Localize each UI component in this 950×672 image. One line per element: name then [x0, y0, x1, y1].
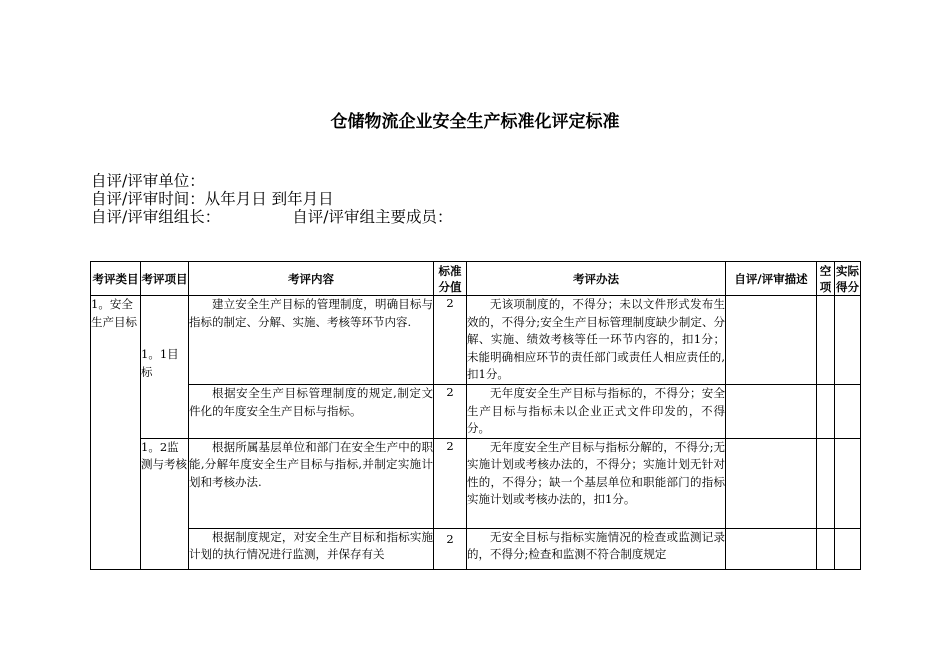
- team-line: [91, 208, 452, 226]
- desc-cell[interactable]: [726, 438, 817, 528]
- method-cell: [467, 528, 726, 569]
- actual-score-cell[interactable]: [835, 385, 861, 439]
- document-meta: [91, 172, 452, 226]
- header-desc: 自评/评审描述: [726, 262, 817, 296]
- unit-line: 自评/评审单位：: [91, 172, 205, 190]
- header-category: 考评类目: [91, 262, 141, 296]
- content-cell: 建立安全生产目标的管理制度，明确目标与指标的制定、分解、实施、考核等环节内容.: [189, 296, 434, 385]
- content-text: 根据制度规定，对安全生产目标和指标实施计划的执行情况进行监测，并保存有关: [189, 529, 433, 561]
- method-cell: 无年度安全生产目标与指标的，不得分；安全生产目标与指标未以企业正式文件印发的，不得分。: [467, 385, 726, 439]
- desc-cell[interactable]: [726, 528, 817, 569]
- table-row: [91, 528, 861, 569]
- time-line: 自评/评审时间：从年月日 到年月日: [91, 190, 334, 208]
- leader-label: 自评/评审组组长：: [91, 208, 221, 226]
- header-item: 考评项目: [141, 262, 189, 296]
- actual-score-cell[interactable]: [835, 438, 861, 528]
- table-row: [91, 296, 861, 385]
- score-cell: 2: [434, 438, 467, 528]
- item-cell-1-1: [141, 296, 189, 439]
- header-empty: 空项: [817, 262, 835, 296]
- content-cell: 根据所属基层单位和部门在安全生产中的职能,分解年度安全生产目标与指标,并制定实施计划和考核办法.: [189, 438, 434, 528]
- desc-cell[interactable]: [726, 385, 817, 439]
- actual-score-cell[interactable]: [835, 296, 861, 385]
- score-cell: 2: [434, 385, 467, 439]
- score-cell: 2: [434, 528, 467, 569]
- method-text: 无安全目标与指标实施情况的检查或监测记录的，不得分;检查和监测不符合制度规定: [467, 529, 725, 561]
- document-title: 仓储物流企业安全生产标准化评定标准: [330, 112, 620, 132]
- item-label-1-1: 1。1目标: [141, 347, 179, 379]
- score-cell: 2: [434, 296, 467, 385]
- content-cell: 根据安全生产目标管理制度的规定,制定文件化的年度安全生产目标与指标。: [189, 385, 434, 439]
- actual-score-cell[interactable]: [835, 528, 861, 569]
- header-content: 考评内容: [189, 262, 434, 296]
- members-label: 自评/评审组主要成员：: [292, 208, 453, 226]
- empty-cell[interactable]: [817, 296, 835, 385]
- table-row: [91, 438, 861, 528]
- content-cell: [189, 528, 434, 569]
- header-method: 考评办法: [467, 262, 726, 296]
- item-cell-1-2: 1。2监测与考核: [141, 438, 189, 569]
- method-cell: 无年度安全生产目标与指标分解的，不得分;无实施计划或考核办法的，不得分；实施计划无针对性的，不得分；缺一个基层单位和职能部门的指标实施计划或考核办法的，扣1分。: [467, 438, 726, 528]
- desc-cell[interactable]: [726, 296, 817, 385]
- header-row: [91, 262, 861, 296]
- empty-cell[interactable]: [817, 438, 835, 528]
- evaluation-table: [90, 261, 861, 570]
- empty-cell[interactable]: [817, 385, 835, 439]
- category-cell: 1。安全生产目标: [91, 296, 141, 570]
- header-actual: 实际得分: [836, 263, 859, 294]
- method-cell: 无该项制度的，不得分；未以文件形式发布生效的，不得分;安全生产目标管理制度缺少制定、分解、实施、绩效考核等任一环节内容的，扣1分；未能明确相应环节的责任部门或责任人相应责任的,扣1分。: [467, 296, 726, 385]
- header-score: 标准分值: [434, 262, 467, 296]
- empty-cell[interactable]: [817, 528, 835, 569]
- table-row: [91, 385, 861, 439]
